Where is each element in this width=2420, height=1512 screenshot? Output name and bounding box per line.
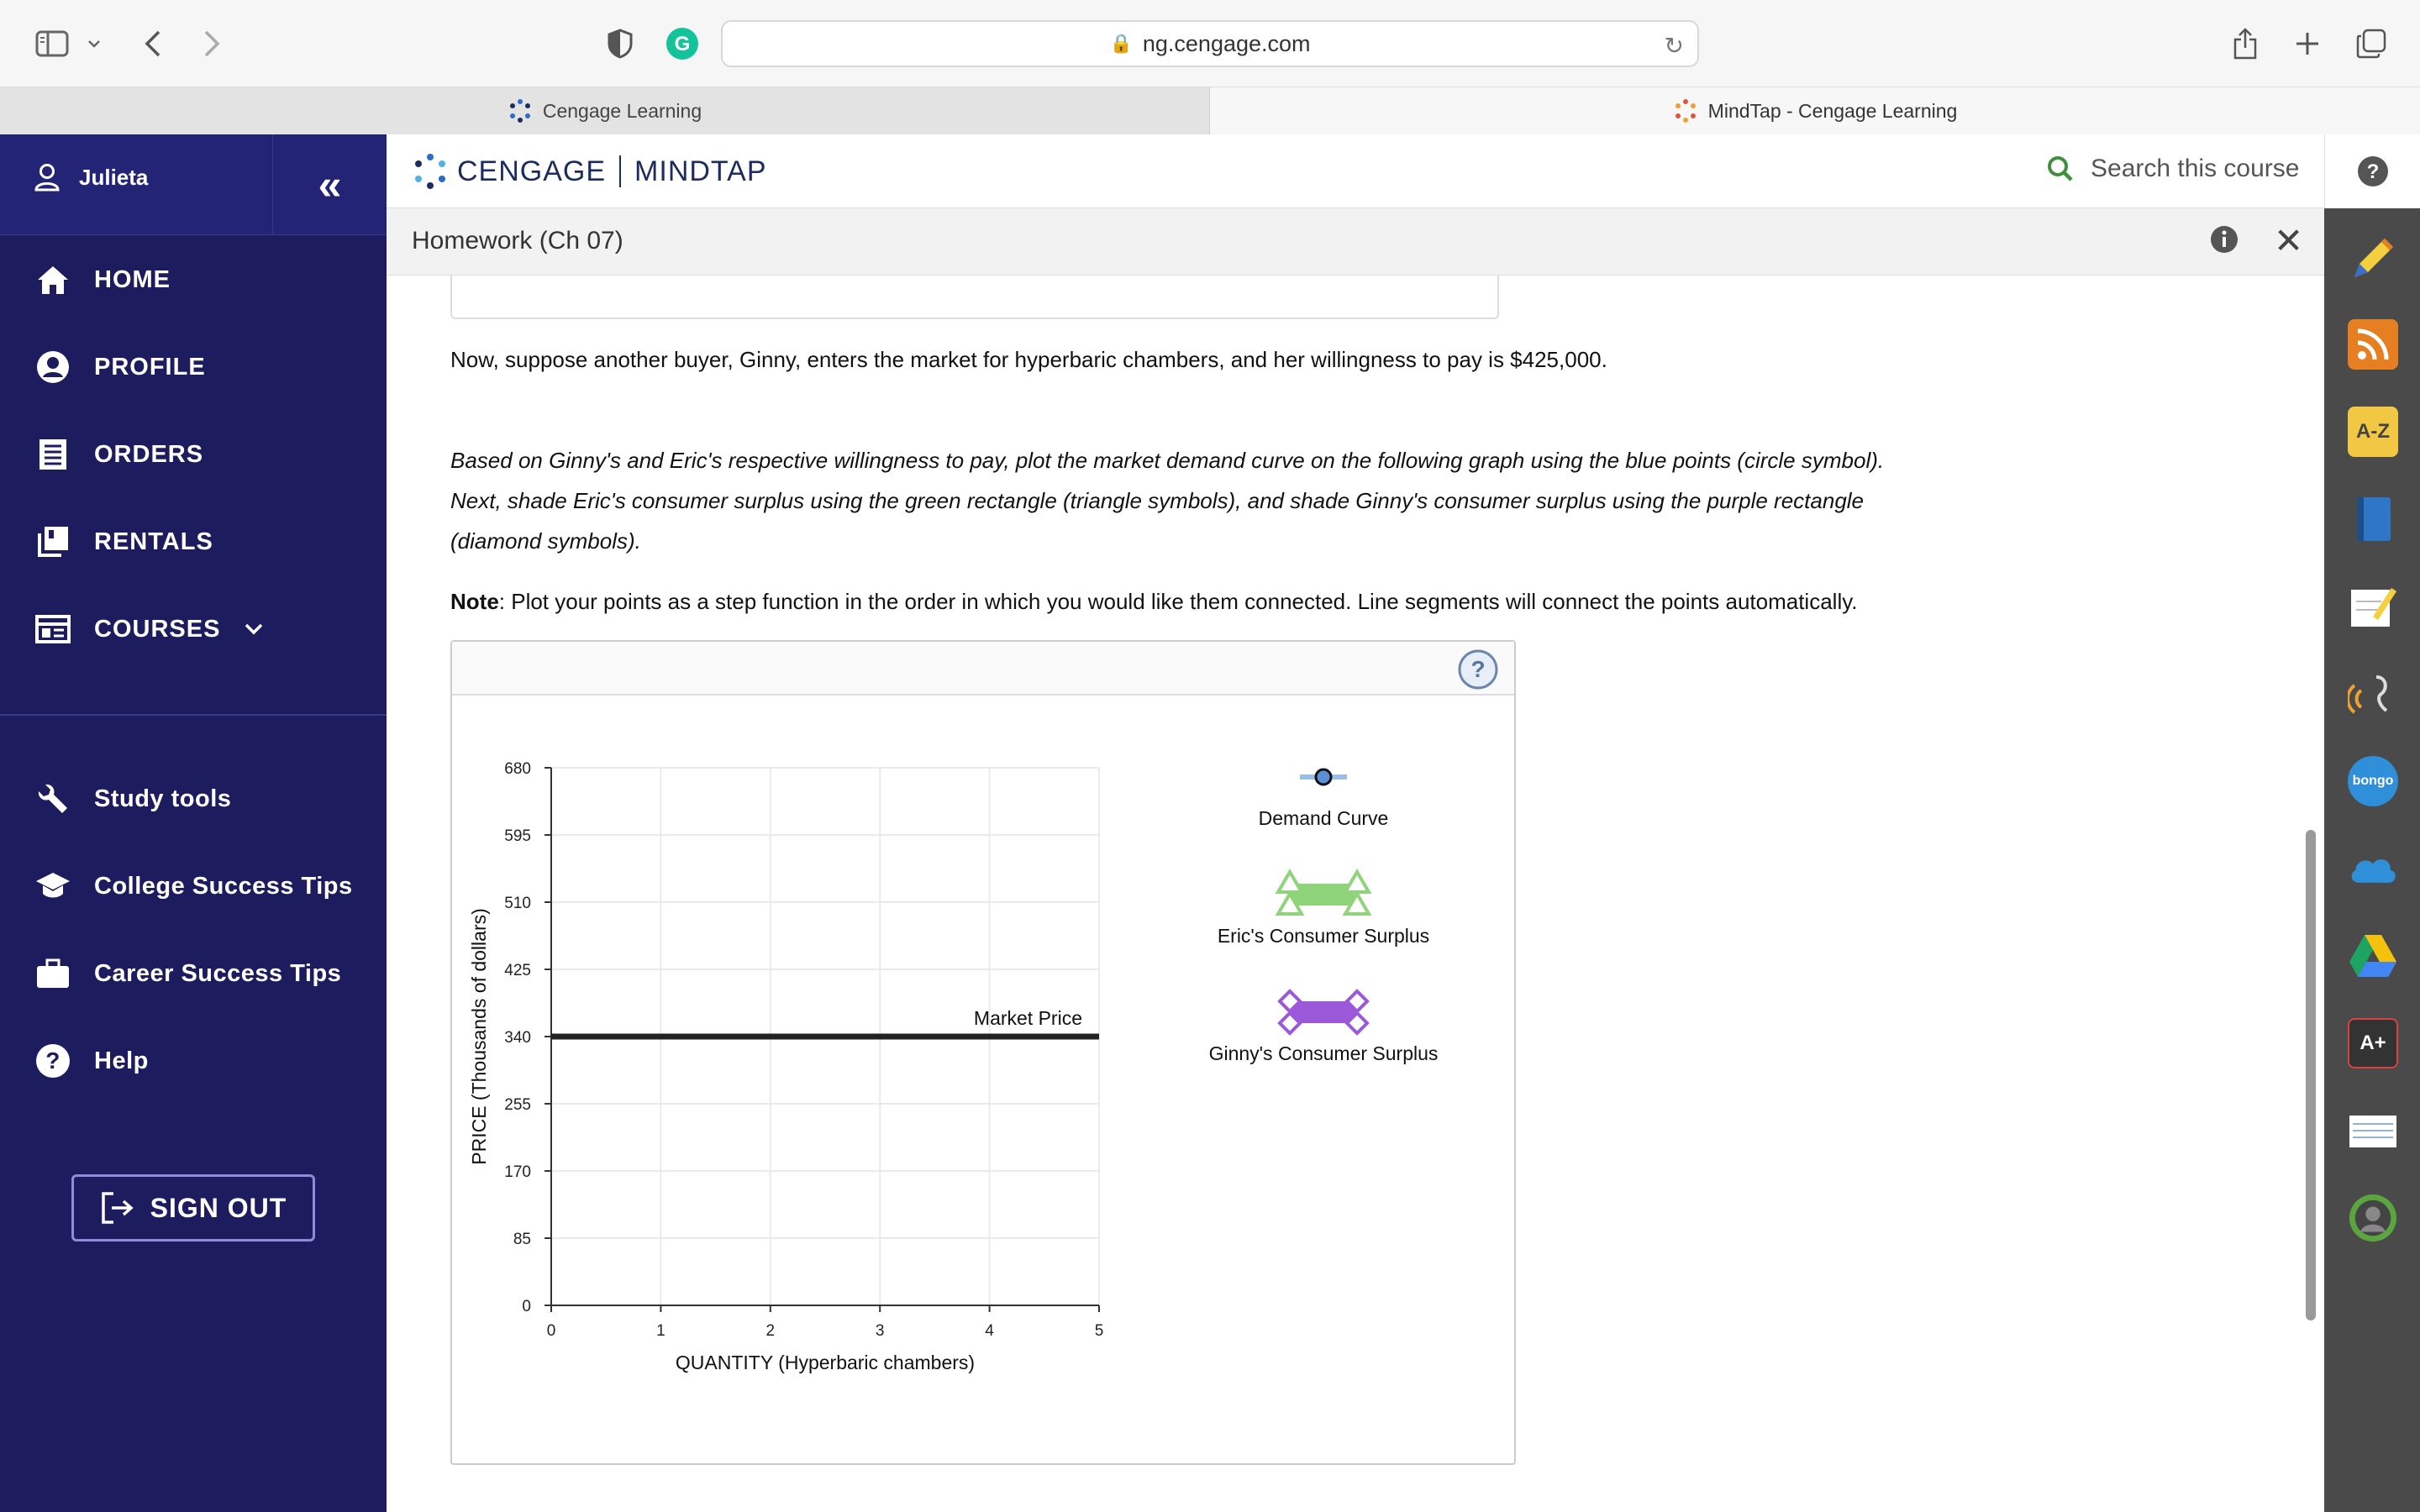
privacy-shield-icon[interactable] xyxy=(603,25,637,62)
graph-panel xyxy=(450,640,1516,1465)
y-tick-label: 425 xyxy=(504,962,531,979)
mindtap-favicon-icon xyxy=(1673,98,1698,123)
nav-divider xyxy=(0,714,387,716)
x-axis-label: QUANTITY (Hyperbaric chambers) xyxy=(675,1352,976,1373)
course-search[interactable] xyxy=(2047,155,2299,183)
briefcase-icon xyxy=(34,954,72,993)
tab-mindtap[interactable] xyxy=(1210,87,2420,134)
x-tick-label: 1 xyxy=(656,1322,666,1340)
nav-item-study-tools[interactable] xyxy=(34,780,231,818)
previous-answer-box xyxy=(450,276,1499,319)
brand-logo[interactable] xyxy=(412,153,767,190)
nav-label: RENTALS xyxy=(94,528,213,555)
nav-label: PROFILE xyxy=(94,353,206,381)
triangle-icon xyxy=(1345,872,1369,892)
legend-label-eric-surplus: Eric's Consumer Surplus xyxy=(1217,925,1430,947)
svg-text:G: G xyxy=(674,33,691,55)
tab-title: Cengage Learning xyxy=(542,99,702,122)
flashcards-icon[interactable] xyxy=(2348,1105,2398,1156)
svg-text:?: ? xyxy=(45,1047,60,1074)
note-body: : Plot your points as a step function in the order in which you would like them connected. Line segments will connect the points automatically. xyxy=(498,589,1858,614)
user-account[interactable] xyxy=(34,163,148,192)
url-text: ng.cengage.com xyxy=(1142,30,1311,56)
note-text xyxy=(450,581,2299,622)
nav-item-orders[interactable] xyxy=(34,435,203,474)
share-icon[interactable] xyxy=(2228,25,2262,62)
pencil-icon[interactable] xyxy=(2348,232,2398,282)
nav-label: Help xyxy=(94,1047,149,1074)
sign-out-button[interactable] xyxy=(71,1174,315,1242)
cloud-icon[interactable] xyxy=(2348,843,2398,894)
notes-icon[interactable] xyxy=(2348,581,2398,632)
wrench-icon xyxy=(34,780,72,818)
tab-title: MindTap - Cengage Learning xyxy=(1707,99,1958,122)
user-name: Julieta xyxy=(79,164,149,190)
chevron-down-icon[interactable] xyxy=(84,25,104,62)
x-tick-label: 2 xyxy=(765,1322,776,1340)
sign-out-icon xyxy=(100,1192,135,1224)
instruction-line-1: Based on Ginny's and Eric's respective willingness to pay, plot the market demand curve on the following graph using the blue points (circle symbol). xyxy=(450,448,1885,473)
help-circle-icon xyxy=(2357,155,2389,187)
profile-avatar-icon[interactable] xyxy=(2348,1193,2398,1243)
rentals-icon xyxy=(34,522,72,561)
collapse-sidebar-button[interactable] xyxy=(272,134,387,235)
legend-label-demand-curve: Demand Curve xyxy=(1258,807,1389,829)
market-price-label: Market Price xyxy=(973,1007,1082,1029)
sign-out-label: SIGN OUT xyxy=(150,1192,287,1223)
y-axis-label: PRICE (Thousands of dollars) xyxy=(468,908,490,1165)
nav-item-rentals[interactable] xyxy=(34,522,213,561)
google-drive-icon[interactable] xyxy=(2348,931,2398,981)
instruction-line-2: Next, shade Eric's consumer surplus using the green rectangle (triangle symbols), and shade Ginny's consumer surplus using the purple rectangle xyxy=(450,488,1865,513)
tab-cengage-learning[interactable] xyxy=(0,87,1210,134)
graph-help-button[interactable] xyxy=(1457,648,1499,695)
svg-text:?: ? xyxy=(1470,656,1486,682)
address-bar[interactable] xyxy=(721,20,1699,67)
courses-icon xyxy=(34,610,72,648)
tab-overview-icon[interactable] xyxy=(2353,25,2390,62)
nav-item-career-success-tips[interactable] xyxy=(34,954,341,993)
help-icon xyxy=(34,1042,72,1080)
legend-label-ginny-surplus: Ginny's Consumer Surplus xyxy=(1208,1042,1439,1064)
double-chevron-left-icon: « xyxy=(318,161,342,208)
nav-label: COURSES xyxy=(94,615,221,643)
svg-text:?: ? xyxy=(2366,160,2379,183)
sidebar-toggle-icon[interactable] xyxy=(34,25,71,62)
orders-icon xyxy=(34,435,72,474)
header-help-button[interactable] xyxy=(2324,134,2420,208)
nav-item-college-success-tips[interactable] xyxy=(34,867,353,906)
x-tick-label: 5 xyxy=(1094,1322,1104,1340)
y-tick-label: 170 xyxy=(504,1163,531,1181)
nav-label: ORDERS xyxy=(94,440,204,468)
browser-toolbar xyxy=(0,0,2420,87)
user-icon xyxy=(34,163,60,192)
triangle-icon xyxy=(1278,872,1302,892)
rss-icon[interactable] xyxy=(2348,319,2398,370)
user-row xyxy=(0,134,387,235)
x-tick-label: 0 xyxy=(546,1322,556,1340)
ginny-surplus-legend-rect xyxy=(1290,1001,1357,1023)
profile-icon xyxy=(34,348,72,386)
assignment-bar xyxy=(387,208,2324,276)
demand-graph[interactable] xyxy=(452,696,1514,1463)
nav-label: HOME xyxy=(94,265,171,293)
glossary-az-icon[interactable]: A-Z xyxy=(2348,407,2398,457)
assignment-title: Homework (Ch 07) xyxy=(412,227,623,255)
y-tick-label: 340 xyxy=(504,1029,531,1047)
bongo-icon[interactable]: bongo xyxy=(2348,756,2398,806)
y-tick-label: 595 xyxy=(504,827,531,845)
x-tick-label: 4 xyxy=(985,1322,994,1340)
instruction-line-3: (diamond symbols). xyxy=(450,528,641,554)
brand-separator xyxy=(619,155,621,187)
reload-icon[interactable]: ↻ xyxy=(1664,33,1684,59)
main-content xyxy=(387,276,2324,1512)
cengage-logo-icon xyxy=(412,153,449,190)
nav-label: Study tools xyxy=(94,785,232,812)
grammarly-icon[interactable] xyxy=(664,25,701,62)
app-dock xyxy=(2324,208,2420,1512)
demand-curve-legend-symbol xyxy=(1316,769,1331,785)
graph-toolbar xyxy=(452,642,1514,696)
search-icon xyxy=(2047,155,2074,182)
side-navigation xyxy=(0,134,387,1512)
note-label: Note xyxy=(450,589,499,614)
aplus-icon[interactable]: A+ xyxy=(2348,1018,2398,1068)
scrollbar[interactable] xyxy=(2306,830,2316,1320)
lock-icon: 🔒 xyxy=(1109,33,1133,54)
nav-item-home[interactable] xyxy=(34,260,171,299)
y-tick-label: 255 xyxy=(504,1096,531,1114)
nav-item-courses[interactable] xyxy=(34,610,264,648)
home-icon xyxy=(34,260,72,299)
new-tab-icon[interactable] xyxy=(2291,25,2324,62)
nav-item-help[interactable] xyxy=(34,1042,149,1080)
app-header xyxy=(387,134,2324,208)
forward-icon[interactable] xyxy=(195,25,229,62)
graduation-cap-icon xyxy=(34,867,72,906)
brand-right: MINDTAP xyxy=(634,155,767,187)
nav-label: Career Success Tips xyxy=(94,959,342,987)
chevron-down-icon xyxy=(244,622,264,636)
search-placeholder: Search this course xyxy=(2091,155,2300,182)
x-tick-label: 3 xyxy=(875,1322,885,1340)
tab-bar xyxy=(0,87,2420,134)
info-icon[interactable] xyxy=(2210,225,2238,258)
cengage-favicon-icon xyxy=(508,98,533,123)
back-icon[interactable] xyxy=(136,25,170,62)
ebook-icon[interactable] xyxy=(2348,494,2398,544)
brand-left: CENGAGE xyxy=(457,155,607,187)
nav-item-profile[interactable] xyxy=(34,348,206,386)
readspeaker-icon[interactable] xyxy=(2348,669,2398,719)
close-icon[interactable]: ✕ xyxy=(2274,221,2304,260)
y-tick-label: 85 xyxy=(513,1231,531,1248)
scenario-text: Now, suppose another buyer, Ginny, enters the market for hyperbaric chambers, and her willingness to pay is $425,000. xyxy=(450,347,1607,372)
y-tick-label: 0 xyxy=(522,1298,531,1315)
y-tick-label: 680 xyxy=(504,760,531,778)
nav-label: College Success Tips xyxy=(94,872,353,900)
y-tick-label: 510 xyxy=(504,895,531,912)
